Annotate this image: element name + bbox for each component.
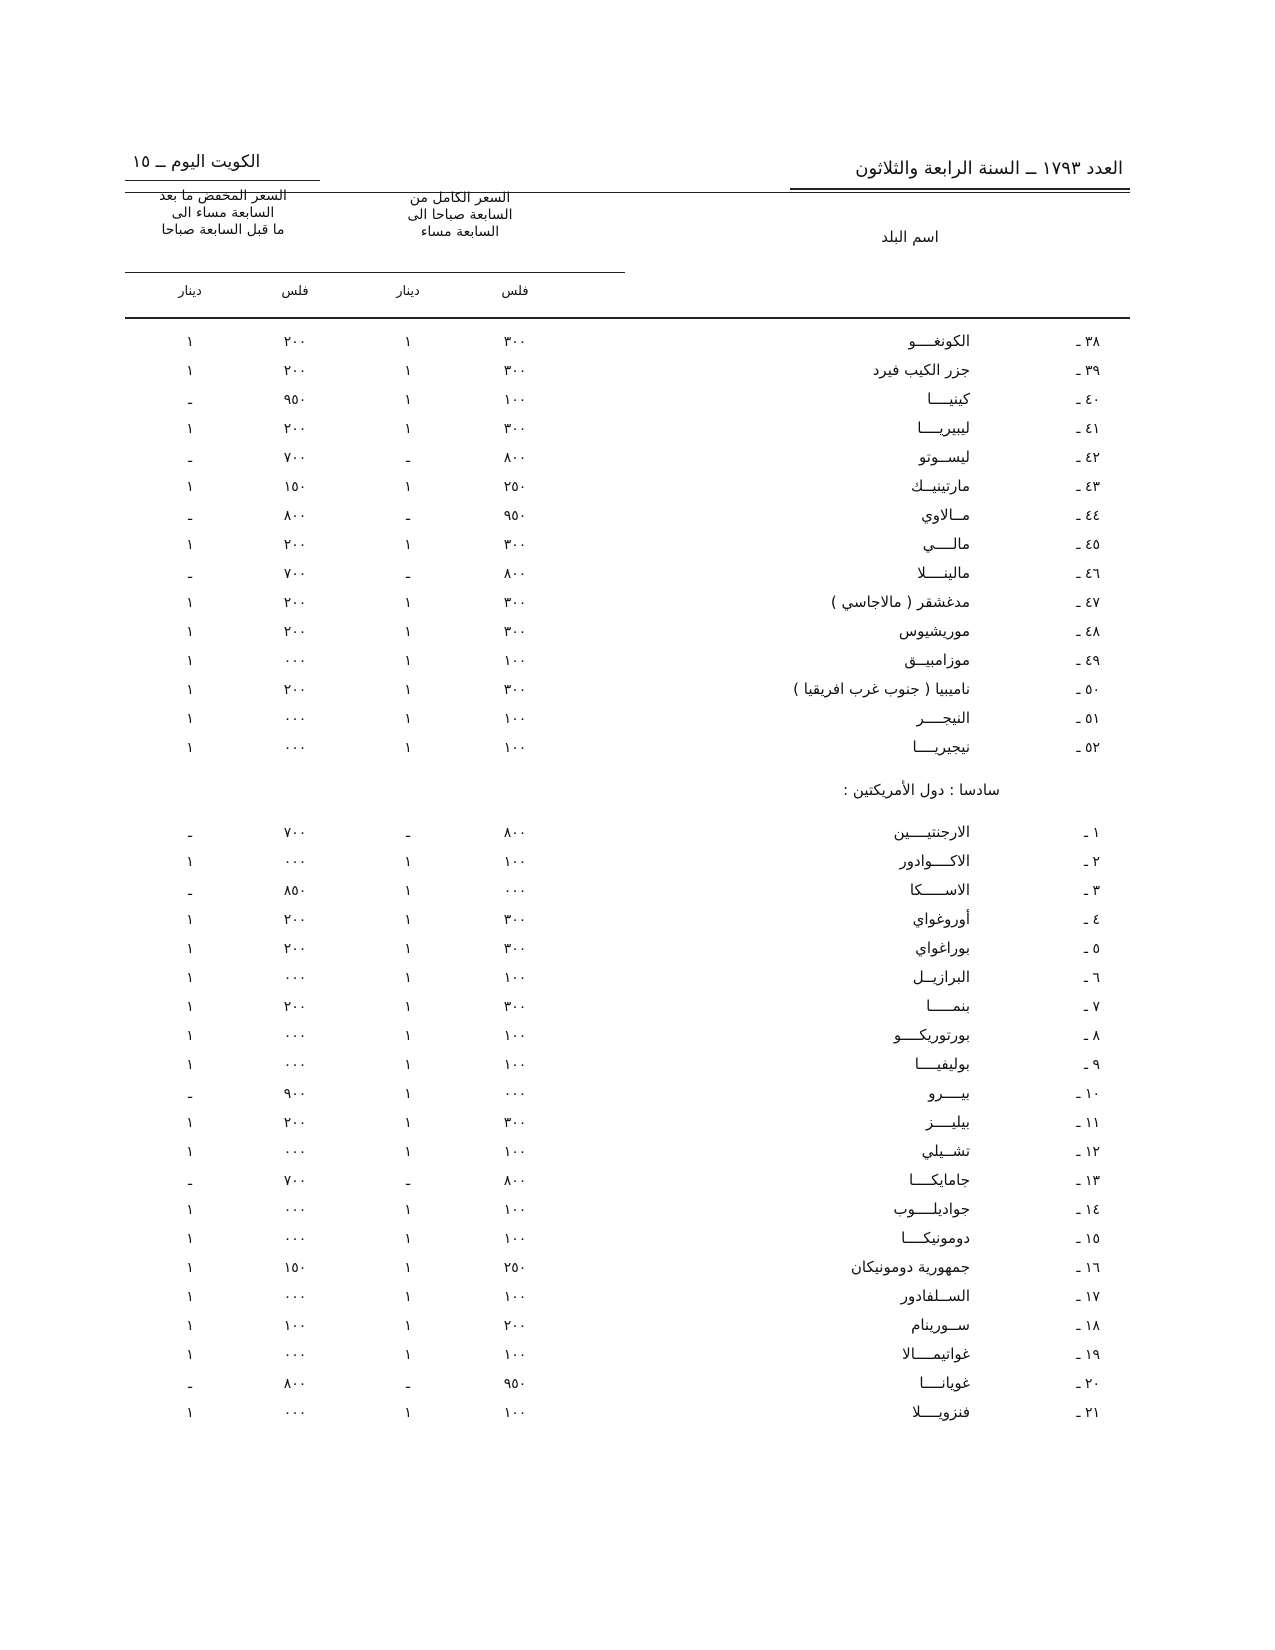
reduced-rate-dinar: ١: [186, 421, 194, 437]
reduced-rate-dinar: ـ: [187, 450, 193, 466]
reduced-rate-dinar: ١: [186, 624, 194, 640]
row-number: ٤٠ ـ: [1076, 392, 1100, 408]
reduced-rate-fils: ٢٠٠: [283, 999, 307, 1015]
reduced-rate-dinar: ١: [186, 682, 194, 698]
reduced-rate-fils: ٢٠٠: [283, 624, 307, 640]
full-rate-dinar: ١: [404, 1347, 412, 1363]
reduced-rate-fils: ٧٠٠: [283, 450, 307, 466]
page-header-left: الكويت اليوم ــ ١٥: [132, 152, 261, 172]
reduced-rate-fils: ٠٠٠: [283, 740, 307, 756]
reduced-rate-dinar: ١: [186, 1231, 194, 1247]
full-rate-fils: ١٠٠: [503, 1028, 527, 1044]
full-rate-dinar: ١: [404, 653, 412, 669]
reduced-rate-fils: ٢٠٠: [283, 334, 307, 350]
table-row: [0, 1401, 1275, 1430]
full-rate-fils: ٣٠٠: [503, 334, 527, 350]
table-row: [0, 937, 1275, 966]
reduced-rate-dinar: ـ: [187, 566, 193, 582]
reduced-rate-dinar: ـ: [187, 1086, 193, 1102]
full-rate-fils: ٩٥٠: [503, 508, 527, 524]
row-number: ٧ ـ: [1083, 999, 1100, 1015]
full-rate-fils: ٣٠٠: [503, 624, 527, 640]
reduced-rate-dinar: ـ: [187, 508, 193, 524]
full-rate-dinar: ١: [404, 1289, 412, 1305]
table-row: [0, 446, 1275, 475]
full-rate-fils: ٢٠٠: [503, 1318, 527, 1334]
country-name: البرازيــل: [912, 968, 970, 986]
reduced-rate-fils: ٢٠٠: [283, 912, 307, 928]
reduced-rate-fils: ٧٠٠: [283, 1173, 307, 1189]
table-row: [0, 1372, 1275, 1401]
country-name: بيليــــز: [925, 1113, 970, 1131]
full-rate-dinar: ١: [404, 682, 412, 698]
reduced-rate-fils: ٠٠٠: [283, 1144, 307, 1160]
reduced-rate-fils: ٩٠٠: [283, 1086, 307, 1102]
full-rate-fils: ١٠٠: [503, 1231, 527, 1247]
reduced-rate-fils: ٠٠٠: [283, 1231, 307, 1247]
full-rate-dinar: ١: [404, 392, 412, 408]
country-name: مــالاوي: [921, 506, 970, 524]
page-header-right: العدد ١٧٩٣ ــ السنة الرابعة والثلاثون: [855, 158, 1123, 179]
full-rate-dinar: ١: [404, 595, 412, 611]
row-number: ٤٨ ـ: [1076, 624, 1100, 640]
full-rate-dinar: ١: [404, 912, 412, 928]
table-row: [0, 1169, 1275, 1198]
row-number: ٢ ـ: [1083, 854, 1100, 870]
reduced-rate-dinar: ١: [186, 912, 194, 928]
full-rate-fils: ٣٠٠: [503, 363, 527, 379]
reduced-dinar-label: دينار: [178, 284, 202, 299]
full-rate-fils: ٠٠٠: [503, 1086, 527, 1102]
reduced-rate-dinar: ١: [186, 941, 194, 957]
full-rate-dinar: ـ: [405, 508, 411, 524]
table-row: [0, 330, 1275, 359]
country-name: أوروغواي: [912, 910, 970, 928]
full-rate-fils: ٣٠٠: [503, 1115, 527, 1131]
country-name: مارتينيــك: [910, 477, 970, 495]
country-name: ليبيريــــا: [917, 419, 970, 437]
country-name: بنمـــــا: [926, 997, 970, 1015]
full-rate-fils: ٣٠٠: [503, 537, 527, 553]
reduced-rate-fils: ٩٥٠: [283, 392, 307, 408]
reduced-rate-fils: ٢٠٠: [283, 595, 307, 611]
row-number: ٤ ـ: [1083, 912, 1100, 928]
reduced-fils-label: فلس: [281, 284, 309, 299]
row-number: ٤٥ ـ: [1076, 537, 1100, 553]
table-top-rule: [125, 317, 1130, 319]
full-rate-fils: ١٠٠: [503, 970, 527, 986]
full-rate-fils: ١٠٠: [503, 1347, 527, 1363]
full-rate-fils: ١٠٠: [503, 1057, 527, 1073]
reduced-rate-dinar: ١: [186, 1028, 194, 1044]
reduced-rate-fils: ٠٠٠: [283, 1405, 307, 1421]
country-name-heading: اسم البلد: [881, 228, 939, 246]
reduced-rate-dinar: ١: [186, 479, 194, 495]
reduced-rate-fils: ٨٠٠: [283, 508, 307, 524]
country-name: جمهورية دومونيكان: [850, 1258, 970, 1276]
reduced-rate-fils: ٢٠٠: [283, 537, 307, 553]
table-row: [0, 678, 1275, 707]
reduced-rate-fils: ٢٠٠: [283, 363, 307, 379]
full-rate-fils: ١٠٠: [503, 711, 527, 727]
full-rate-dinar: ١: [404, 1115, 412, 1131]
full-rate-dinar: ١: [404, 883, 412, 899]
full-rate-fils: ٨٠٠: [503, 825, 527, 841]
table-row: [0, 1227, 1275, 1256]
row-number: ١ ـ: [1083, 825, 1100, 841]
country-name: فنزويــــلا: [912, 1403, 970, 1421]
row-number: ٥٠ ـ: [1076, 682, 1100, 698]
reduced-rate-dinar: ـ: [187, 1376, 193, 1392]
country-name: تشــيلي: [921, 1142, 970, 1160]
full-rate-fils: ١٠٠: [503, 1144, 527, 1160]
table-row: [0, 1314, 1275, 1343]
country-name: نيجيريــــا: [912, 738, 970, 756]
header-rule-thick: [790, 188, 1130, 190]
country-name: كينيــــا: [927, 390, 970, 408]
table-row: [0, 591, 1275, 620]
table-row: [0, 879, 1275, 908]
table-row: [0, 821, 1275, 850]
column-heading-rule: [125, 272, 625, 273]
reduced-rate-fils: ٠٠٠: [283, 711, 307, 727]
full-rate-fils: ٣٠٠: [503, 682, 527, 698]
country-name: مالينــــلا: [917, 564, 970, 582]
table-row: [0, 1140, 1275, 1169]
country-name: موريشيوس: [898, 622, 970, 640]
full-dinar-label: دينار: [396, 284, 420, 299]
table-row: [0, 533, 1275, 562]
full-rate-dinar: ١: [404, 1318, 412, 1334]
full-rate-dinar: ١: [404, 1086, 412, 1102]
row-number: ٤٧ ـ: [1076, 595, 1100, 611]
row-number: ٤٩ ـ: [1076, 653, 1100, 669]
full-rate-fils: ١٠٠: [503, 854, 527, 870]
row-number: ١٧ ـ: [1076, 1289, 1100, 1305]
row-number: ١٠ ـ: [1076, 1086, 1100, 1102]
reduced-rate-fils: ٠٠٠: [283, 854, 307, 870]
reduced-rate-fils: ٢٠٠: [283, 1115, 307, 1131]
country-name: ناميبيا ( جنوب غرب افريقيا ): [793, 680, 970, 698]
row-number: ٥ ـ: [1083, 941, 1100, 957]
reduced-rate-dinar: ١: [186, 363, 194, 379]
reduced-rate-fils: ٨٥٠: [283, 883, 307, 899]
full-rate-dinar: ١: [404, 334, 412, 350]
reduced-rate-fils: ٢٠٠: [283, 682, 307, 698]
table-row: [0, 1285, 1275, 1314]
table-row: [0, 966, 1275, 995]
row-number: ٤١ ـ: [1076, 421, 1100, 437]
full-rate-fils: ٨٠٠: [503, 450, 527, 466]
reduced-rate-dinar: ١: [186, 334, 194, 350]
full-rate-dinar: ١: [404, 854, 412, 870]
full-rate-fils: ١٠٠: [503, 1202, 527, 1218]
reduced-rate-fils: ٠٠٠: [283, 653, 307, 669]
full-rate-dinar: ١: [404, 1028, 412, 1044]
reduced-rate-dinar: ١: [186, 999, 194, 1015]
country-name: الارجنتيــــين: [893, 823, 970, 841]
table-row: [0, 1256, 1275, 1285]
full-rate-fils: ٠٠٠: [503, 883, 527, 899]
row-number: ٤٣ ـ: [1076, 479, 1100, 495]
country-name: غواتيمــــالا: [902, 1345, 970, 1363]
table-row: [0, 504, 1275, 533]
row-number: ١٦ ـ: [1076, 1260, 1100, 1276]
full-rate-dinar: ١: [404, 711, 412, 727]
reduced-rate-dinar: ١: [186, 1347, 194, 1363]
country-name: جامايكــــا: [908, 1171, 970, 1189]
row-number: ١٥ ـ: [1076, 1231, 1100, 1247]
reduced-rate-dinar: ١: [186, 595, 194, 611]
reduced-rate-dinar: ـ: [187, 825, 193, 841]
country-name: مالــــي: [922, 535, 970, 553]
reduced-rate-fils: ٢٠٠: [283, 421, 307, 437]
full-rate-fils: ١٠٠: [503, 653, 527, 669]
full-rate-fils: ٣٠٠: [503, 421, 527, 437]
table-row: [0, 620, 1275, 649]
full-rate-dinar: ١: [404, 1057, 412, 1073]
full-rate-fils: ٣٠٠: [503, 941, 527, 957]
full-rate-dinar: ـ: [405, 1376, 411, 1392]
full-rate-dinar: ١: [404, 941, 412, 957]
reduced-rate-fils: ٧٠٠: [283, 825, 307, 841]
row-number: ١٩ ـ: [1076, 1347, 1100, 1363]
table-row: [0, 1053, 1275, 1082]
reduced-rate-fils: ١٥٠: [283, 1260, 307, 1276]
table-row: [0, 850, 1275, 879]
section-heading: سادسا : دول الأمريكتين :: [843, 781, 1000, 799]
full-rate-fils: ١٠٠: [503, 392, 527, 408]
country-name: مدغشقر ( مالاجاسي ): [830, 593, 970, 611]
country-name: بوليفيــــا: [914, 1055, 970, 1073]
reduced-rate-dinar: ـ: [187, 1173, 193, 1189]
reduced-rate-dinar: ١: [186, 1144, 194, 1160]
row-number: ١٤ ـ: [1076, 1202, 1100, 1218]
country-name: ســورينام: [911, 1316, 970, 1334]
country-name: النيجــــر: [916, 709, 970, 727]
full-rate-fils: ١٠٠: [503, 1405, 527, 1421]
full-rate-dinar: ـ: [405, 1173, 411, 1189]
country-name: جواديلــــوب: [893, 1200, 970, 1218]
row-number: ٤٦ ـ: [1076, 566, 1100, 582]
section-heading-row: [0, 765, 1275, 821]
row-number: ٣٩ ـ: [1076, 363, 1100, 379]
rate-table-body: [0, 330, 1275, 1430]
row-number: ١٨ ـ: [1076, 1318, 1100, 1334]
full-rate-fils: ٨٠٠: [503, 566, 527, 582]
reduced-rate-dinar: ١: [186, 740, 194, 756]
row-number: ٢١ ـ: [1076, 1405, 1100, 1421]
reduced-rate-dinar: ١: [186, 653, 194, 669]
full-rate-dinar: ١: [404, 1144, 412, 1160]
full-rate-dinar: ١: [404, 421, 412, 437]
reduced-rate-dinar: ١: [186, 1318, 194, 1334]
full-rate-dinar: ١: [404, 363, 412, 379]
full-rate-fils: ٣٠٠: [503, 912, 527, 928]
full-rate-dinar: ١: [404, 970, 412, 986]
full-rate-fils: ٨٠٠: [503, 1173, 527, 1189]
country-name: بوراغواي: [915, 939, 970, 957]
row-number: ٨ ـ: [1083, 1028, 1100, 1044]
row-number: ٩ ـ: [1083, 1057, 1100, 1073]
full-rate-fils: ١٠٠: [503, 740, 527, 756]
full-rate-fils: ٣٠٠: [503, 595, 527, 611]
row-number: ١٣ ـ: [1076, 1173, 1100, 1189]
reduced-rate-dinar: ١: [186, 1405, 194, 1421]
reduced-rate-dinar: ١: [186, 854, 194, 870]
country-name: دومونيكــــا: [901, 1229, 970, 1247]
reduced-rate-fils: ٠٠٠: [283, 970, 307, 986]
table-row: [0, 1111, 1275, 1140]
reduced-rate-fils: ١٥٠: [283, 479, 307, 495]
reduced-rate-fils: ٠٠٠: [283, 1202, 307, 1218]
full-rate-heading: السعر الكامل من السابعة صباحا الى السابعة مساء: [407, 190, 513, 240]
table-row: [0, 1198, 1275, 1227]
row-number: ١٢ ـ: [1076, 1144, 1100, 1160]
full-rate-dinar: ١: [404, 537, 412, 553]
full-rate-dinar: ـ: [405, 450, 411, 466]
reduced-rate-dinar: ١: [186, 1057, 194, 1073]
full-fils-label: فلس: [501, 284, 529, 299]
full-rate-fils: ٢٥٠: [503, 479, 527, 495]
full-rate-fils: ٣٠٠: [503, 999, 527, 1015]
reduced-rate-dinar: ـ: [187, 392, 193, 408]
full-rate-dinar: ١: [404, 999, 412, 1015]
reduced-rate-dinar: ١: [186, 1115, 194, 1131]
table-row: [0, 562, 1275, 591]
header-rule-left: [125, 180, 320, 181]
country-name: بورتوريكــــو: [893, 1026, 970, 1044]
country-name: الاكــــوادور: [899, 852, 970, 870]
full-rate-fils: ٢٥٠: [503, 1260, 527, 1276]
row-number: ٥١ ـ: [1076, 711, 1100, 727]
reduced-rate-heading: السعر المخفض ما بعد السابعة مساء الى ما قبل السابعة صباحا: [159, 188, 287, 238]
reduced-rate-dinar: ١: [186, 711, 194, 727]
table-row: [0, 736, 1275, 765]
reduced-rate-fils: ٨٠٠: [283, 1376, 307, 1392]
country-name: غويانــــا: [919, 1374, 970, 1392]
table-row: [0, 908, 1275, 937]
table-row: [0, 649, 1275, 678]
full-rate-fils: ١٠٠: [503, 1289, 527, 1305]
full-rate-dinar: ـ: [405, 825, 411, 841]
reduced-rate-fils: ٠٠٠: [283, 1057, 307, 1073]
row-number: ٦ ـ: [1083, 970, 1100, 986]
full-rate-dinar: ١: [404, 740, 412, 756]
row-number: ٢٠ ـ: [1076, 1376, 1100, 1392]
full-rate-fils: ٩٥٠: [503, 1376, 527, 1392]
full-rate-dinar: ـ: [405, 566, 411, 582]
table-row: [0, 359, 1275, 388]
reduced-rate-dinar: ١: [186, 970, 194, 986]
row-number: ٣٨ ـ: [1076, 334, 1100, 350]
table-row: [0, 388, 1275, 417]
reduced-rate-dinar: ١: [186, 537, 194, 553]
full-rate-dinar: ١: [404, 1405, 412, 1421]
full-rate-dinar: ١: [404, 1231, 412, 1247]
full-rate-dinar: ١: [404, 1260, 412, 1276]
country-name: بيــــرو: [928, 1084, 970, 1102]
table-row: [0, 1082, 1275, 1111]
reduced-rate-fils: ٢٠٠: [283, 941, 307, 957]
table-row: [0, 995, 1275, 1024]
reduced-rate-fils: ٠٠٠: [283, 1289, 307, 1305]
reduced-rate-dinar: ١: [186, 1289, 194, 1305]
country-name: جزر الكيب فيرد: [872, 361, 970, 379]
table-row: [0, 707, 1275, 736]
country-name: ليســوتو: [919, 448, 970, 466]
reduced-rate-dinar: ١: [186, 1202, 194, 1218]
country-name: الاســـــكا: [909, 881, 970, 899]
table-row: [0, 1024, 1275, 1053]
reduced-rate-dinar: ـ: [187, 883, 193, 899]
country-name: الكونغــــو: [908, 332, 970, 350]
table-row: [0, 417, 1275, 446]
reduced-rate-fils: ٧٠٠: [283, 566, 307, 582]
full-rate-dinar: ١: [404, 479, 412, 495]
row-number: ٥٢ ـ: [1076, 740, 1100, 756]
full-rate-dinar: ١: [404, 624, 412, 640]
row-number: ١١ ـ: [1076, 1115, 1100, 1131]
reduced-rate-fils: ٠٠٠: [283, 1347, 307, 1363]
reduced-rate-fils: ٠٠٠: [283, 1028, 307, 1044]
row-number: ٣ ـ: [1083, 883, 1100, 899]
row-number: ٤٢ ـ: [1076, 450, 1100, 466]
reduced-rate-fils: ١٠٠: [283, 1318, 307, 1334]
country-name: موزامبيــق: [904, 651, 970, 669]
table-row: [0, 475, 1275, 504]
reduced-rate-dinar: ١: [186, 1260, 194, 1276]
table-row: [0, 1343, 1275, 1372]
country-name: الســلفادور: [900, 1287, 970, 1305]
full-rate-dinar: ١: [404, 1202, 412, 1218]
row-number: ٤٤ ـ: [1076, 508, 1100, 524]
